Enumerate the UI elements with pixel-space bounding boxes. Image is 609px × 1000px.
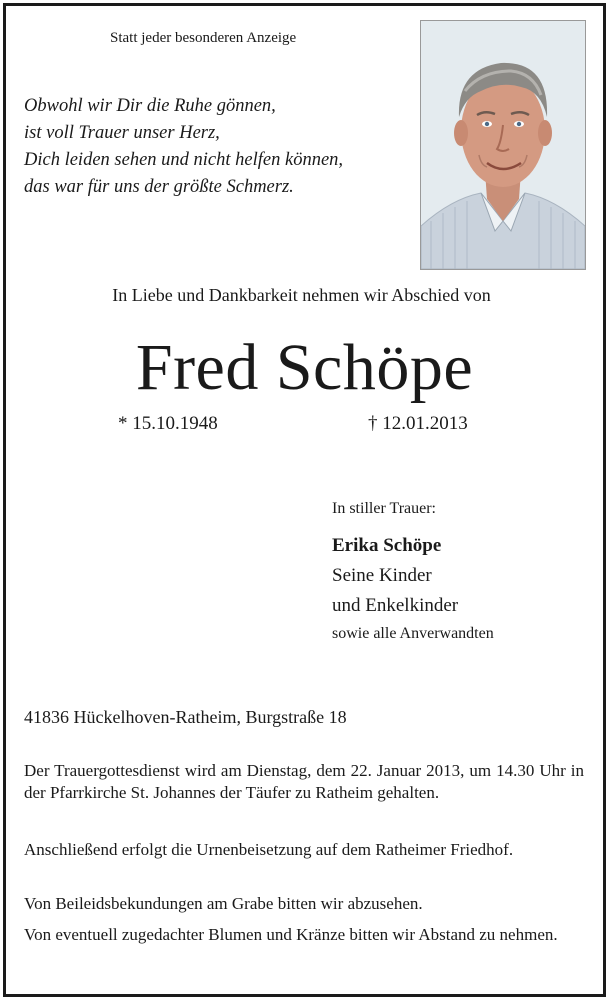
mourner-line: Seine Kinder [332,565,432,586]
deceased-name: Fred Schöpe [135,331,474,404]
farewell-intro: In Liebe und Dankbarkeit nehmen wir Abschied von [112,285,491,305]
poem-line: Obwohl wir Dir die Ruhe gönnen, [24,96,276,116]
mourner-line: und Enkelkinder [332,595,459,616]
portrait-illustration [421,21,585,269]
poem [24,93,343,201]
flowers-paragraph: Von eventuell zugedachter Blumen und Kränze bitten wir Abstand zu nehmen. [24,925,558,944]
service-paragraph: Der Trauergottesdienst wird am Dienstag, dem 22. Januar 2013, um 14.30 Uhr in der Pfarrkirche St. Johannes der Täufer zu Ratheim gehalten. [24,761,584,802]
birth-date: * 15.10.1948 [118,413,218,434]
portrait-photo [420,20,586,270]
death-date: † 12.01.2013 [368,413,468,434]
header-notice: Statt jeder besonderen Anzeige [110,30,297,46]
poem-line: das war für uns der größte Schmerz. [24,177,294,197]
condolence-paragraph: Von Beileidsbekundungen am Grabe bitten wir abzusehen. [24,894,423,913]
mourners-label: In stiller Trauer: [332,500,436,517]
address: 41836 Hückelhoven-Ratheim, Burgstraße 18 [24,707,347,727]
mourners-closing: sowie alle Anverwandten [332,625,494,642]
burial-paragraph: Anschließend erfolgt die Urnenbeisetzung auf dem Ratheimer Friedhof. [24,840,514,859]
mourner-primary: Erika Schöpe [332,535,442,556]
poem-line: Dich leiden sehen und nicht helfen können, [24,150,344,170]
poem-line: ist voll Trauer unser Herz, [24,123,220,143]
